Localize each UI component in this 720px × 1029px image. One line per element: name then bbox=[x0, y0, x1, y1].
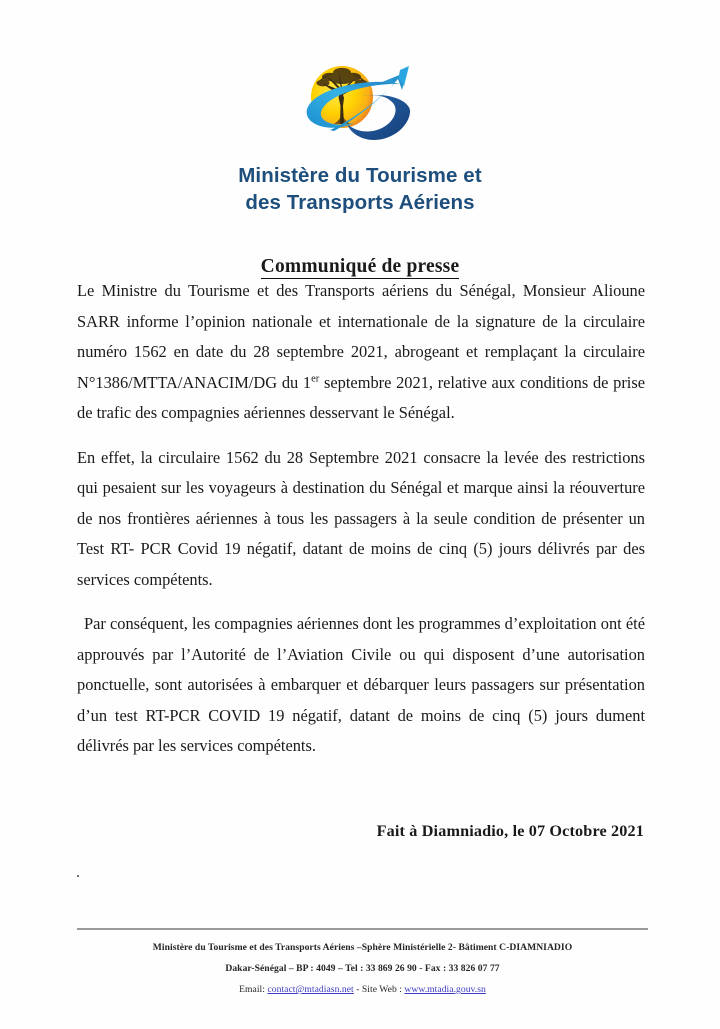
footer-email-label: Email: bbox=[239, 984, 265, 996]
paragraph-2: En effet, la circulaire 1562 du 28 Septembre 2021 consacre la levée des restrictions qui pesaient sur les voyageurs à destination du Sénégal et marque ainsi la réouverture de nos frontières aériennes à tous les passagers à la seule condition de présenter un Test RT- PCR Covid 19 négatif, datant de moins de cinq (5) jours délivrés par des services compétents. bbox=[77, 447, 645, 589]
footer-site-label: - Site Web : bbox=[356, 984, 402, 996]
page-title-text: Communiqué de presse bbox=[260, 256, 460, 278]
signature-line: Fait à Diamniadio, le 07 Octobre 2021 bbox=[376, 822, 644, 840]
footer-email-link[interactable]: contact@mtadiasn.net bbox=[267, 984, 354, 996]
ministry-logo-icon bbox=[290, 52, 430, 154]
footer-contact-line: Dakar-Sénégal – BP : 4049 – Tel : 33 869 26 90 - Fax : 33 826 07 77 bbox=[225, 963, 500, 975]
footer-divider bbox=[77, 928, 648, 930]
ministry-name-line2: des Transports Aériens bbox=[245, 191, 475, 215]
paragraph-1 bbox=[77, 276, 645, 429]
paragraph-3: Par conséquent, les compagnies aériennes dont les programmes d’exploitation ont été approuvés par l’Autorité de l’Aviation Civile ou qui disposent d’une autorisation ponctuelle, sont autorisées à embarquer et débarquer leurs passagers sur présentation d’un test RT-PCR COVID 19 négatif, datant de moins de cinq (5) jours dument délivrés par les services compétents. bbox=[77, 614, 645, 755]
page-title bbox=[0, 256, 720, 278]
paragraph-1-post: septembre 2021, relative aux conditions de prise de trafic des compagnies aériennes desservant le Sénégal. bbox=[77, 372, 645, 422]
document-body bbox=[77, 276, 645, 776]
paragraph-1-pre: Le Ministre du Tourisme et des Transports aériens du Sénégal, Monsieur Alioune SARR informe l’opinion nationale et internationale de la signature de la circulaire numéro 1562 en date du 28 septembre 2021, abrogeant et remplaçant la circulaire N°1386/MTTA/ANACIM/DG du 1 bbox=[77, 281, 645, 392]
footer-address-line: Ministère du Tourisme et des Transports Aériens –Sphère Ministérielle 2- Bâtiment C-DIAMNIADIO bbox=[152, 942, 573, 954]
ordinal-suffix: er bbox=[311, 373, 320, 385]
page-footer bbox=[77, 928, 648, 1000]
ministry-name-line1: Ministère du Tourisme et bbox=[238, 164, 482, 187]
stray-period-mark: . bbox=[76, 864, 80, 881]
ministry-logo-block bbox=[0, 52, 720, 216]
ministry-name bbox=[0, 162, 720, 216]
footer-web-line bbox=[77, 979, 648, 1000]
footer-website-link[interactable]: www.mtadia.gouv.sn bbox=[404, 984, 486, 996]
